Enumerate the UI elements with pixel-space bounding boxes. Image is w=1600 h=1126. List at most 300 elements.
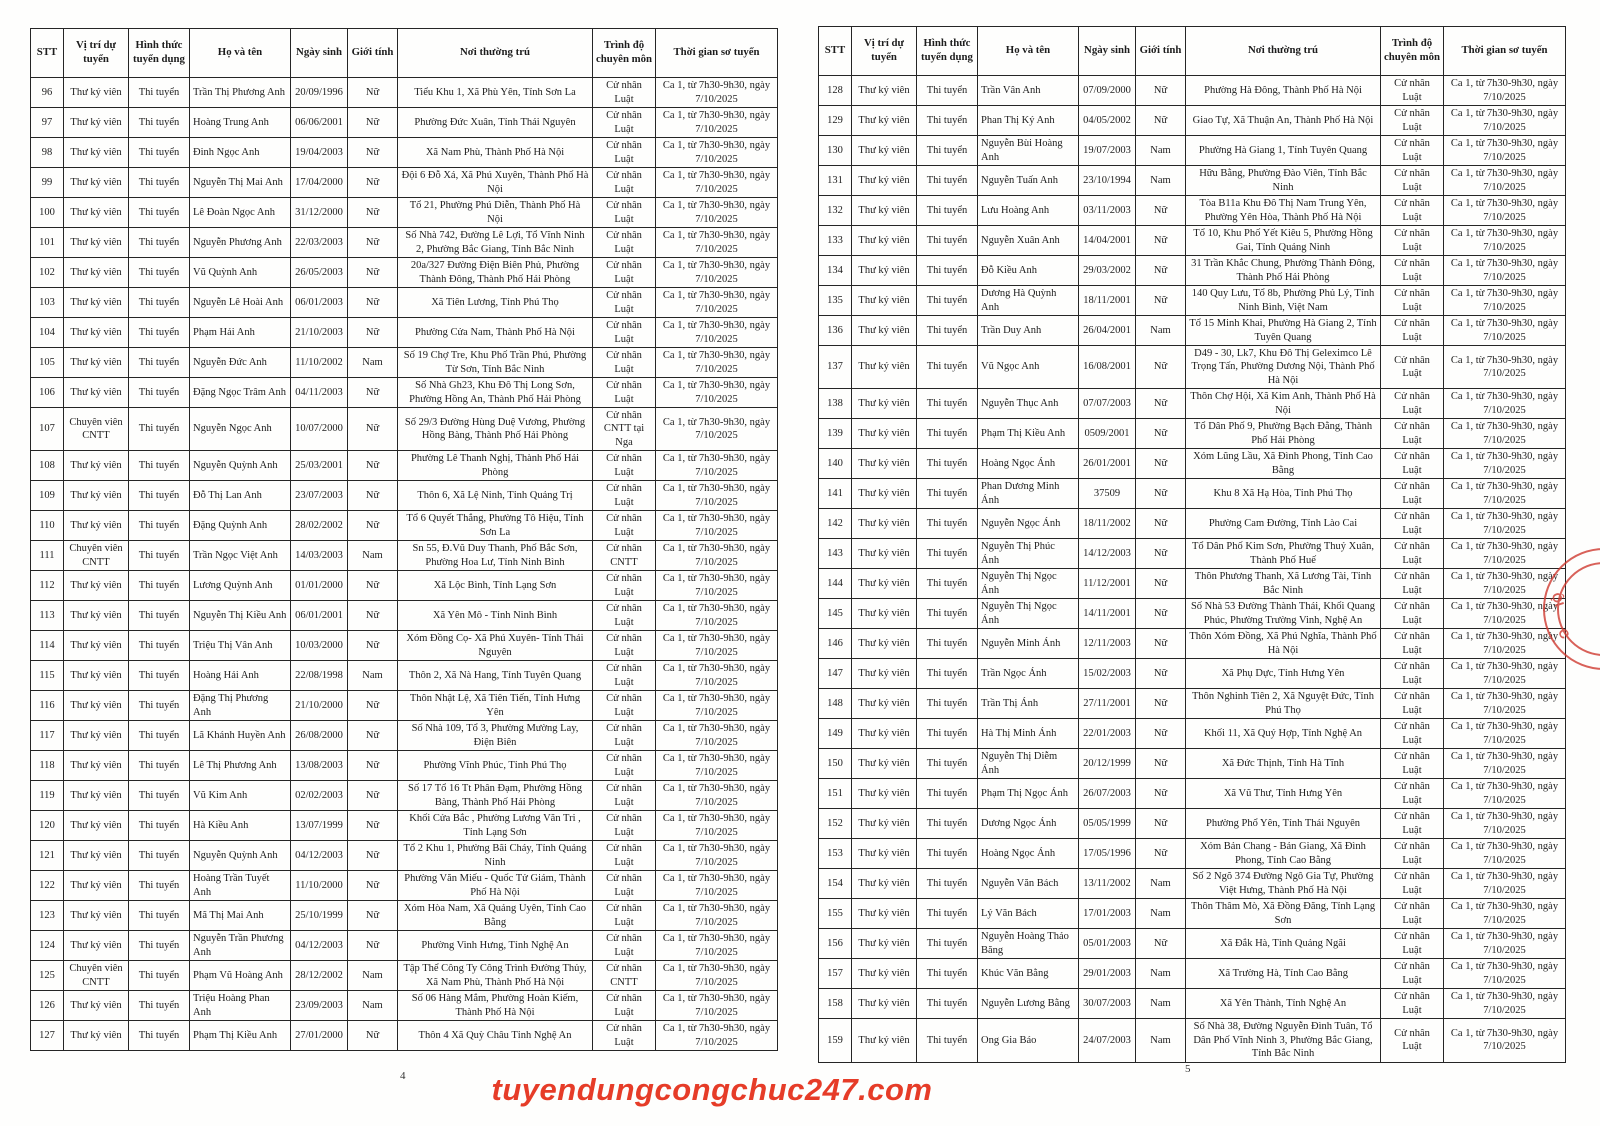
cell-qualification: Cử nhân Luật	[593, 138, 656, 168]
cell-full-name: Vũ Kim Anh	[190, 781, 291, 811]
cell-qualification: Cử nhân Luật	[1381, 136, 1444, 166]
cell-position: Thư ký viên	[64, 451, 129, 481]
cell-dob: 06/06/2001	[291, 108, 348, 138]
cell-stt: 109	[31, 481, 64, 511]
table-row	[31, 661, 778, 691]
cell-residence: Sn 55, Đ.Vũ Duy Thanh, Phố Bắc Sơn, Phường Hoa Lư, Tỉnh Ninh Bình	[398, 541, 593, 571]
cell-full-name: Nguyễn Ngọc Anh	[190, 408, 291, 451]
cell-position: Thư ký viên	[852, 959, 917, 989]
cell-residence: Phường Đức Xuân, Tỉnh Thái Nguyên	[398, 108, 593, 138]
cell-stt: 133	[819, 226, 852, 256]
table-row	[31, 841, 778, 871]
cell-residence: Số Nhà 742, Đường Lê Lợi, Tổ Vĩnh Ninh 2, Phường Bắc Giang, Tỉnh Bắc Ninh	[398, 228, 593, 258]
cell-recruitment-form: Thi tuyển	[129, 811, 190, 841]
column-header-exam-time: Thời gian sơ tuyển	[656, 29, 778, 78]
cell-dob: 27/01/2000	[291, 1021, 348, 1051]
cell-gender: Nữ	[348, 781, 398, 811]
column-header-dob: Ngày sinh	[291, 29, 348, 78]
cell-qualification: Cử nhân CNTT	[593, 541, 656, 571]
cell-qualification: Cử nhân Luật	[593, 481, 656, 511]
cell-exam-time: Ca 1, từ 7h30-9h30, ngày 7/10/2025	[656, 811, 778, 841]
table-row	[819, 509, 1566, 539]
table-row	[819, 659, 1566, 689]
cell-exam-time: Ca 1, từ 7h30-9h30, ngày 7/10/2025	[1444, 839, 1566, 869]
cell-stt: 114	[31, 631, 64, 661]
cell-gender: Nam	[348, 991, 398, 1021]
cell-full-name: Lưu Hoàng Anh	[978, 196, 1079, 226]
cell-gender: Nữ	[348, 841, 398, 871]
stamp-text: C	[1554, 625, 1573, 642]
cell-gender: Nữ	[1136, 779, 1186, 809]
cell-dob: 31/12/2000	[291, 198, 348, 228]
cell-stt: 130	[819, 136, 852, 166]
cell-qualification: Cử nhân Luật	[593, 751, 656, 781]
cell-exam-time: Ca 1, từ 7h30-9h30, ngày 7/10/2025	[1444, 869, 1566, 899]
cell-stt: 156	[819, 929, 852, 959]
cell-gender: Nữ	[348, 378, 398, 408]
cell-recruitment-form: Thi tuyển	[129, 108, 190, 138]
cell-position: Thư ký viên	[64, 841, 129, 871]
cell-qualification: Cử nhân Luật	[593, 721, 656, 751]
cell-position: Thư ký viên	[64, 318, 129, 348]
cell-full-name: Dương Ngọc Ánh	[978, 809, 1079, 839]
cell-gender: Nữ	[1136, 719, 1186, 749]
cell-exam-time: Ca 1, từ 7h30-9h30, ngày 7/10/2025	[656, 991, 778, 1021]
cell-gender: Nữ	[348, 601, 398, 631]
table-row	[31, 751, 778, 781]
table-row	[819, 389, 1566, 419]
cell-full-name: Triệu Hoàng Phan Anh	[190, 991, 291, 1021]
table-header	[819, 27, 1566, 76]
cell-gender: Nữ	[348, 228, 398, 258]
table-row	[31, 781, 778, 811]
cell-full-name: Lương Quỳnh Anh	[190, 571, 291, 601]
cell-residence: Xóm Bản Chang - Bản Giang, Xã Đình Phong, Tỉnh Cao Bằng	[1186, 839, 1381, 869]
cell-qualification: Cử nhân Luật	[1381, 419, 1444, 449]
cell-full-name: Lý Văn Bách	[978, 899, 1079, 929]
column-header-dob: Ngày sinh	[1079, 27, 1136, 76]
cell-recruitment-form: Thi tuyển	[129, 408, 190, 451]
table-row	[31, 168, 778, 198]
cell-position: Thư ký viên	[852, 809, 917, 839]
cell-exam-time: Ca 1, từ 7h30-9h30, ngày 7/10/2025	[656, 961, 778, 991]
cell-recruitment-form: Thi tuyển	[917, 809, 978, 839]
cell-recruitment-form: Thi tuyển	[917, 929, 978, 959]
cell-position: Thư ký viên	[64, 931, 129, 961]
cell-qualification: Cử nhân Luật	[593, 781, 656, 811]
cell-qualification: Cử nhân Luật	[593, 348, 656, 378]
cell-position: Thư ký viên	[852, 226, 917, 256]
cell-position: Thư ký viên	[852, 629, 917, 659]
cell-full-name: Nguyễn Thị Diễm Ánh	[978, 749, 1079, 779]
column-header-position: Vị trí dự tuyển	[64, 29, 129, 78]
cell-full-name: Nguyễn Thị Phúc Ánh	[978, 539, 1079, 569]
cell-residence: Phường Hà Đông, Thành Phố Hà Nội	[1186, 76, 1381, 106]
cell-stt: 138	[819, 389, 852, 419]
cell-full-name: Vũ Quỳnh Anh	[190, 258, 291, 288]
cell-gender: Nữ	[348, 408, 398, 451]
cell-qualification: Cử nhân Luật	[593, 108, 656, 138]
cell-recruitment-form: Thi tuyển	[917, 346, 978, 389]
cell-residence: Xã Tiên Lương, Tỉnh Phú Thọ	[398, 288, 593, 318]
cell-residence: Tập Thể Công Ty Công Trình Đường Thủy, Xã Nam Phù, Thành Phố Hà Nội	[398, 961, 593, 991]
table-row	[31, 78, 778, 108]
cell-recruitment-form: Thi tuyển	[129, 571, 190, 601]
cell-position: Chuyên viên CNTT	[64, 961, 129, 991]
column-header-stt: STT	[31, 29, 64, 78]
cell-full-name: Khúc Văn Bằng	[978, 959, 1079, 989]
column-header-full-name: Họ và tên	[190, 29, 291, 78]
table-row	[31, 138, 778, 168]
cell-qualification: Cử nhân Luật	[1381, 509, 1444, 539]
column-header-full-name: Họ và tên	[978, 27, 1079, 76]
cell-gender: Nữ	[1136, 809, 1186, 839]
cell-exam-time: Ca 1, từ 7h30-9h30, ngày 7/10/2025	[1444, 599, 1566, 629]
cell-recruitment-form: Thi tuyển	[129, 541, 190, 571]
page-number-right: 5	[1185, 1063, 1191, 1075]
cell-full-name: Trần Thị Ánh	[978, 689, 1079, 719]
cell-position: Thư ký viên	[852, 449, 917, 479]
cell-full-name: Nguyễn Minh Ánh	[978, 629, 1079, 659]
cell-residence: Phường Vĩnh Phúc, Tỉnh Phú Thọ	[398, 751, 593, 781]
cell-qualification: Cử nhân Luật	[1381, 449, 1444, 479]
cell-residence: D49 - 30, Lk7, Khu Đô Thị Geleximco Lê Trọng Tấn, Phường Dương Nội, Thành Phố Hà Nội	[1186, 346, 1381, 389]
cell-residence: Số Nhà 38, Đường Nguyễn Đình Tuân, Tổ Dân Phố Vĩnh Ninh 3, Phường Bắc Giang, Tỉnh Bắc Ninh	[1186, 1019, 1381, 1062]
cell-dob: 22/03/2003	[291, 228, 348, 258]
cell-gender: Nữ	[1136, 106, 1186, 136]
cell-stt: 129	[819, 106, 852, 136]
cell-dob: 27/11/2001	[1079, 689, 1136, 719]
candidate-table-page-5	[818, 26, 1566, 1063]
cell-exam-time: Ca 1, từ 7h30-9h30, ngày 7/10/2025	[656, 721, 778, 751]
cell-exam-time: Ca 1, từ 7h30-9h30, ngày 7/10/2025	[1444, 929, 1566, 959]
cell-recruitment-form: Thi tuyển	[917, 419, 978, 449]
cell-gender: Nữ	[1136, 256, 1186, 286]
cell-stt: 135	[819, 286, 852, 316]
cell-recruitment-form: Thi tuyển	[129, 168, 190, 198]
cell-stt: 131	[819, 166, 852, 196]
table-row	[819, 449, 1566, 479]
cell-residence: Tiểu Khu 1, Xã Phù Yên, Tỉnh Sơn La	[398, 78, 593, 108]
cell-qualification: Cử nhân Luật	[1381, 106, 1444, 136]
cell-stt: 151	[819, 779, 852, 809]
cell-residence: Thôn Nhật Lệ, Xã Tiên Tiến, Tỉnh Hưng Yên	[398, 691, 593, 721]
cell-residence: Xã Trường Hà, Tỉnh Cao Bằng	[1186, 959, 1381, 989]
cell-residence: Xã Vũ Thư, Tỉnh Hưng Yên	[1186, 779, 1381, 809]
cell-full-name: Mã Thị Mai Anh	[190, 901, 291, 931]
cell-exam-time: Ca 1, từ 7h30-9h30, ngày 7/10/2025	[656, 661, 778, 691]
stamp-text: ỘI	[1548, 590, 1568, 609]
cell-exam-time: Ca 1, từ 7h30-9h30, ngày 7/10/2025	[1444, 989, 1566, 1019]
cell-position: Thư ký viên	[64, 258, 129, 288]
cell-exam-time: Ca 1, từ 7h30-9h30, ngày 7/10/2025	[656, 601, 778, 631]
cell-stt: 124	[31, 931, 64, 961]
cell-qualification: Cử nhân Luật	[593, 991, 656, 1021]
cell-dob: 23/09/2003	[291, 991, 348, 1021]
cell-recruitment-form: Thi tuyển	[129, 481, 190, 511]
cell-exam-time: Ca 1, từ 7h30-9h30, ngày 7/10/2025	[1444, 256, 1566, 286]
cell-residence: Xóm Lũng Lầu, Xã Đình Phong, Tỉnh Cao Bằng	[1186, 449, 1381, 479]
cell-position: Thư ký viên	[852, 779, 917, 809]
table-row	[31, 108, 778, 138]
cell-full-name: Trần Ngọc Ánh	[978, 659, 1079, 689]
cell-stt: 112	[31, 571, 64, 601]
table-row	[819, 419, 1566, 449]
cell-stt: 100	[31, 198, 64, 228]
cell-full-name: Nguyễn Thị Ngọc Ánh	[978, 599, 1079, 629]
cell-dob: 24/07/2003	[1079, 1019, 1136, 1062]
cell-qualification: Cử nhân Luật	[1381, 629, 1444, 659]
cell-exam-time: Ca 1, từ 7h30-9h30, ngày 7/10/2025	[656, 781, 778, 811]
cell-recruitment-form: Thi tuyển	[129, 931, 190, 961]
cell-qualification: Cử nhân Luật	[1381, 316, 1444, 346]
cell-stt: 146	[819, 629, 852, 659]
table-row	[31, 318, 778, 348]
cell-position: Thư ký viên	[852, 869, 917, 899]
cell-gender: Nữ	[348, 138, 398, 168]
cell-stt: 127	[31, 1021, 64, 1051]
cell-recruitment-form: Thi tuyển	[129, 841, 190, 871]
column-header-qualification: Trình độ chuyên môn	[593, 29, 656, 78]
cell-dob: 07/07/2003	[1079, 389, 1136, 419]
cell-full-name: Nguyễn Bùi Hoàng Anh	[978, 136, 1079, 166]
cell-dob: 07/09/2000	[1079, 76, 1136, 106]
cell-gender: Nữ	[1136, 659, 1186, 689]
cell-stt: 121	[31, 841, 64, 871]
column-header-qualification: Trình độ chuyên môn	[1381, 27, 1444, 76]
cell-dob: 21/10/2000	[291, 691, 348, 721]
watermark-site-text: tuyendungcongchuc247.com	[491, 1072, 933, 1107]
table-row	[819, 136, 1566, 166]
cell-gender: Nữ	[348, 691, 398, 721]
cell-recruitment-form: Thi tuyển	[917, 989, 978, 1019]
cell-gender: Nam	[1136, 989, 1186, 1019]
cell-exam-time: Ca 1, từ 7h30-9h30, ngày 7/10/2025	[1444, 629, 1566, 659]
table-row	[31, 258, 778, 288]
cell-position: Thư ký viên	[852, 166, 917, 196]
cell-residence: Tòa B11a Khu Đô Thị Nam Trung Yên, Phường Yên Hòa, Thành Phố Hà Nội	[1186, 196, 1381, 226]
table-row	[819, 809, 1566, 839]
cell-qualification: Cử nhân Luật	[1381, 719, 1444, 749]
cell-recruitment-form: Thi tuyển	[129, 318, 190, 348]
cell-full-name: Lê Đoàn Ngọc Anh	[190, 198, 291, 228]
cell-position: Thư ký viên	[64, 288, 129, 318]
cell-gender: Nữ	[1136, 539, 1186, 569]
cell-residence: Phường Hà Giang 1, Tỉnh Tuyên Quang	[1186, 136, 1381, 166]
cell-stt: 120	[31, 811, 64, 841]
cell-gender: Nữ	[348, 871, 398, 901]
cell-residence: Xã Lộc Bình, Tỉnh Lạng Sơn	[398, 571, 593, 601]
cell-residence: Tổ 2 Khu 1, Phường Bãi Cháy, Tỉnh Quảng Ninh	[398, 841, 593, 871]
cell-exam-time: Ca 1, từ 7h30-9h30, ngày 7/10/2025	[1444, 226, 1566, 256]
cell-position: Thư ký viên	[64, 348, 129, 378]
cell-stt: 149	[819, 719, 852, 749]
cell-full-name: Đinh Ngọc Anh	[190, 138, 291, 168]
table-row	[31, 1021, 778, 1051]
cell-recruitment-form: Thi tuyển	[129, 751, 190, 781]
cell-position: Thư ký viên	[64, 108, 129, 138]
table-row	[31, 961, 778, 991]
cell-qualification: Cử nhân Luật	[593, 78, 656, 108]
cell-dob: 37509	[1079, 479, 1136, 509]
cell-residence: Tổ 15 Minh Khai, Phường Hà Giang 2, Tỉnh Tuyên Quang	[1186, 316, 1381, 346]
table-row	[31, 631, 778, 661]
cell-position: Thư ký viên	[852, 419, 917, 449]
cell-dob: 01/01/2000	[291, 571, 348, 601]
cell-recruitment-form: Thi tuyển	[917, 479, 978, 509]
cell-qualification: Cử nhân Luật	[593, 901, 656, 931]
cell-gender: Nữ	[1136, 346, 1186, 389]
cell-exam-time: Ca 1, từ 7h30-9h30, ngày 7/10/2025	[1444, 136, 1566, 166]
table-body	[819, 76, 1566, 1063]
cell-stt: 153	[819, 839, 852, 869]
cell-full-name: Triệu Thị Vân Anh	[190, 631, 291, 661]
cell-position: Thư ký viên	[64, 991, 129, 1021]
cell-dob: 14/04/2001	[1079, 226, 1136, 256]
cell-exam-time: Ca 1, từ 7h30-9h30, ngày 7/10/2025	[1444, 539, 1566, 569]
cell-full-name: Nguyễn Ngọc Ánh	[978, 509, 1079, 539]
cell-position: Thư ký viên	[64, 781, 129, 811]
cell-dob: 22/01/2003	[1079, 719, 1136, 749]
cell-position: Thư ký viên	[852, 1019, 917, 1062]
cell-full-name: Nguyễn Tuấn Anh	[978, 166, 1079, 196]
cell-qualification: Cử nhân CNTT	[593, 961, 656, 991]
table-row	[819, 316, 1566, 346]
cell-gender: Nam	[348, 541, 398, 571]
cell-dob: 18/11/2002	[1079, 509, 1136, 539]
cell-exam-time: Ca 1, từ 7h30-9h30, ngày 7/10/2025	[656, 511, 778, 541]
cell-full-name: Hà Thị Minh Ánh	[978, 719, 1079, 749]
cell-dob: 17/05/1996	[1079, 839, 1136, 869]
cell-full-name: Đỗ Kiều Anh	[978, 256, 1079, 286]
cell-dob: 04/12/2003	[291, 841, 348, 871]
cell-dob: 25/10/1999	[291, 901, 348, 931]
cell-dob: 28/02/2002	[291, 511, 348, 541]
cell-position: Thư ký viên	[852, 316, 917, 346]
cell-position: Thư ký viên	[64, 721, 129, 751]
cell-exam-time: Ca 1, từ 7h30-9h30, ngày 7/10/2025	[1444, 106, 1566, 136]
cell-stt: 105	[31, 348, 64, 378]
cell-gender: Nữ	[1136, 286, 1186, 316]
table-row	[31, 691, 778, 721]
cell-residence: Phường Văn Miếu - Quốc Tử Giám, Thành Phố Hà Nội	[398, 871, 593, 901]
cell-position: Thư ký viên	[852, 749, 917, 779]
cell-residence: Số Nhà 109, Tổ 3, Phường Mường Lay, Điện Biên	[398, 721, 593, 751]
cell-stt: 132	[819, 196, 852, 226]
cell-full-name: Nguyễn Thị Kiều Anh	[190, 601, 291, 631]
cell-stt: 148	[819, 689, 852, 719]
cell-residence: Tổ 21, Phường Phú Diễn, Thành Phố Hà Nội	[398, 198, 593, 228]
table-row	[31, 451, 778, 481]
cell-gender: Nữ	[348, 721, 398, 751]
cell-dob: 06/01/2001	[291, 601, 348, 631]
cell-exam-time: Ca 1, từ 7h30-9h30, ngày 7/10/2025	[1444, 1019, 1566, 1062]
cell-full-name: Phạm Thị Kiều Anh	[190, 1021, 291, 1051]
cell-position: Thư ký viên	[852, 389, 917, 419]
cell-gender: Nữ	[1136, 389, 1186, 419]
cell-residence: Thôn 4 Xã Quỳ Châu Tỉnh Nghệ An	[398, 1021, 593, 1051]
cell-dob: 13/08/2003	[291, 751, 348, 781]
cell-gender: Nữ	[1136, 226, 1186, 256]
cell-stt: 158	[819, 989, 852, 1019]
cell-full-name: Nguyễn Thị Mai Anh	[190, 168, 291, 198]
cell-recruitment-form: Thi tuyển	[917, 449, 978, 479]
cell-dob: 10/03/2000	[291, 631, 348, 661]
cell-dob: 05/01/2003	[1079, 929, 1136, 959]
cell-position: Thư ký viên	[852, 659, 917, 689]
cell-exam-time: Ca 1, từ 7h30-9h30, ngày 7/10/2025	[656, 931, 778, 961]
cell-gender: Nam	[1136, 899, 1186, 929]
cell-full-name: Ong Gia Báo	[978, 1019, 1079, 1062]
cell-dob: 20/12/1999	[1079, 749, 1136, 779]
cell-qualification: Cử nhân Luật	[1381, 869, 1444, 899]
cell-recruitment-form: Thi tuyển	[917, 599, 978, 629]
table-row	[819, 346, 1566, 389]
cell-dob: 26/08/2000	[291, 721, 348, 751]
cell-full-name: Nguyễn Trần Phương Anh	[190, 931, 291, 961]
cell-position: Thư ký viên	[852, 689, 917, 719]
cell-residence: 140 Quy Lưu, Tổ 8b, Phường Phủ Lý, Tỉnh Ninh Bình, Việt Nam	[1186, 286, 1381, 316]
cell-position: Thư ký viên	[852, 719, 917, 749]
table-row	[819, 689, 1566, 719]
cell-qualification: Cử nhân Luật	[1381, 599, 1444, 629]
cell-qualification: Cử nhân Luật	[593, 318, 656, 348]
cell-full-name: Nguyễn Lương Bằng	[978, 989, 1079, 1019]
cell-residence: Xóm Hòa Nam, Xã Quảng Uyên, Tỉnh Cao Bằng	[398, 901, 593, 931]
cell-dob: 10/07/2000	[291, 408, 348, 451]
cell-full-name: Phạm Vũ Hoàng Anh	[190, 961, 291, 991]
cell-dob: 21/10/2003	[291, 318, 348, 348]
cell-gender: Nữ	[1136, 689, 1186, 719]
cell-recruitment-form: Thi tuyển	[129, 661, 190, 691]
cell-full-name: Nguyễn Đức Anh	[190, 348, 291, 378]
cell-residence: Số Nhà 53 Đường Thành Thái, Khối Quang Phúc, Phường Trường Vinh, Nghệ An	[1186, 599, 1381, 629]
cell-exam-time: Ca 1, từ 7h30-9h30, ngày 7/10/2025	[656, 348, 778, 378]
cell-stt: 141	[819, 479, 852, 509]
cell-stt: 115	[31, 661, 64, 691]
cell-qualification: Cử nhân Luật	[1381, 1019, 1444, 1062]
table-header-row	[31, 29, 778, 78]
cell-position: Thư ký viên	[64, 1021, 129, 1051]
cell-qualification: Cử nhân Luật	[593, 661, 656, 691]
cell-residence: Thôn 6, Xã Lệ Ninh, Tỉnh Quảng Trị	[398, 481, 593, 511]
cell-exam-time: Ca 1, từ 7h30-9h30, ngày 7/10/2025	[1444, 479, 1566, 509]
cell-residence: Xã Yên Mô - Tỉnh Ninh Bình	[398, 601, 593, 631]
cell-residence: Số Nhà Gh23, Khu Đô Thị Long Sơn, Phường Hồng An, Thành Phố Hải Phòng	[398, 378, 593, 408]
cell-recruitment-form: Thi tuyển	[129, 451, 190, 481]
cell-gender: Nữ	[348, 78, 398, 108]
cell-residence: Phường Cửa Nam, Thành Phố Hà Nội	[398, 318, 593, 348]
cell-residence: Đội 6 Đỗ Xá, Xã Phú Xuyên, Thành Phố Hà Nội	[398, 168, 593, 198]
cell-recruitment-form: Thi tuyển	[917, 226, 978, 256]
cell-gender: Nữ	[1136, 929, 1186, 959]
cell-stt: 159	[819, 1019, 852, 1062]
cell-dob: 05/05/1999	[1079, 809, 1136, 839]
cell-residence: Thôn Nghinh Tiên 2, Xã Nguyệt Đức, Tỉnh Phú Thọ	[1186, 689, 1381, 719]
cell-full-name: Trần Thị Phương Anh	[190, 78, 291, 108]
cell-position: Thư ký viên	[64, 378, 129, 408]
cell-recruitment-form: Thi tuyển	[917, 166, 978, 196]
column-header-stt: STT	[819, 27, 852, 76]
cell-position: Thư ký viên	[852, 539, 917, 569]
table-row	[819, 839, 1566, 869]
cell-recruitment-form: Thi tuyển	[129, 258, 190, 288]
cell-stt: 102	[31, 258, 64, 288]
cell-exam-time: Ca 1, từ 7h30-9h30, ngày 7/10/2025	[656, 1021, 778, 1051]
cell-full-name: Nguyễn Quỳnh Anh	[190, 841, 291, 871]
cell-qualification: Cử nhân Luật	[593, 691, 656, 721]
table-row	[31, 198, 778, 228]
